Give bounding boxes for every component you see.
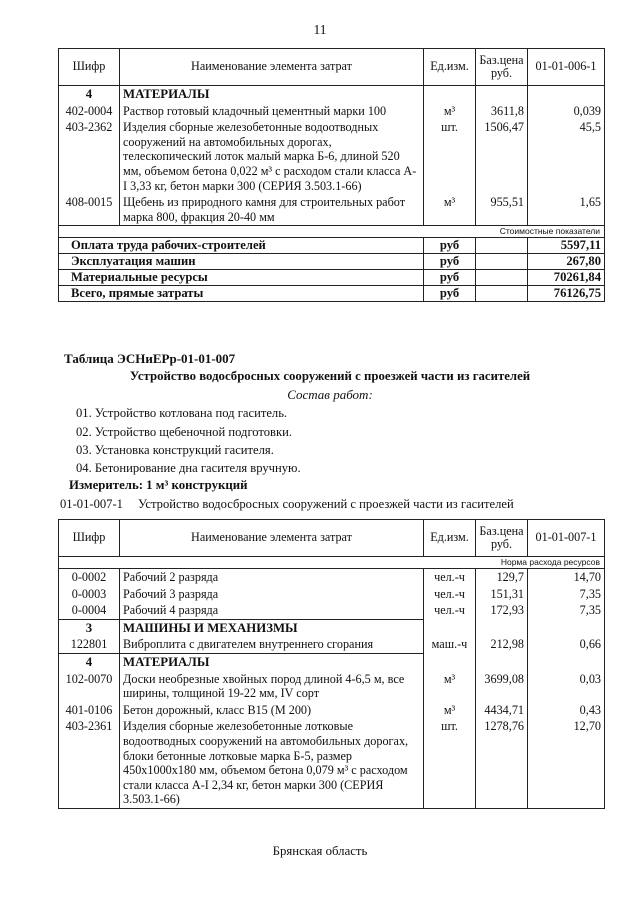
item-name: Устройство водосбросных сооружений с проезжей части из гасителей — [138, 497, 514, 511]
row-value: 14,70 — [528, 569, 605, 586]
row-unit: чел.-ч — [424, 569, 476, 586]
row-unit: м³ — [424, 671, 476, 702]
section-row — [59, 653, 605, 670]
table-row — [59, 586, 605, 603]
header-norm-code: 01-01-007-1 — [528, 520, 605, 557]
band-label: Стоимостные показатели — [59, 226, 605, 238]
total-value: 76126,75 — [528, 286, 605, 302]
header-price: Баз.цена руб. — [476, 520, 528, 557]
total-empty — [476, 270, 528, 286]
row-unit: чел.-ч — [424, 602, 476, 619]
row-unit: м³ — [424, 194, 476, 226]
row-name: Изделия сборные железобетонные водоотводных сооружений на автомобильных дорогах, телескопический лоток малый марка Б-6, длиной 520 мм, объемом бетона 0,022 м³ с расходом стали класса А-I 3,33 кг, бетон марки 300 (СЕРИЯ 3.503.1-66) — [120, 119, 424, 194]
row-name: Рабочий 4 разряда — [120, 602, 424, 619]
row-value: 7,35 — [528, 586, 605, 603]
row-code: 0-0003 — [59, 586, 120, 603]
table-row — [59, 602, 605, 619]
row-price — [476, 86, 528, 103]
work-item: 01. Устройство котлована под гаситель. — [76, 406, 288, 420]
row-price: 4434,71 — [476, 702, 528, 719]
total-row — [59, 238, 605, 254]
table-row — [59, 636, 605, 653]
works-title: Состав работ: — [287, 387, 373, 402]
row-price — [476, 619, 528, 636]
table-row — [59, 194, 605, 226]
row-name: Раствор готовый кладочный цементный марки 100 — [120, 103, 424, 120]
work-item: 03. Установка конструкций гасителя. — [76, 443, 274, 457]
row-value — [528, 619, 605, 636]
row-code: 403-2362 — [59, 119, 120, 194]
total-label: Оплата труда рабочих-строителей — [59, 238, 424, 254]
row-name: Доски необрезные хвойных пород длиной 4-6,5 м, все ширины, толщиной 19-22 мм, IV сорт — [120, 671, 424, 702]
total-row — [59, 270, 605, 286]
page-number: 11 — [313, 22, 327, 37]
section-code: 4 — [59, 653, 120, 670]
total-unit: руб — [424, 286, 476, 302]
row-unit: чел.-ч — [424, 586, 476, 603]
row-code: 102-0070 — [59, 671, 120, 702]
row-code: 0-0004 — [59, 602, 120, 619]
header-name: Наименование элемента затрат — [120, 49, 424, 86]
total-empty — [476, 238, 528, 254]
total-value: 70261,84 — [528, 270, 605, 286]
cost-table-01-01-007 — [58, 519, 605, 809]
table-row — [59, 718, 605, 808]
section-code: 4 — [59, 86, 120, 103]
header-code: Шифр — [59, 49, 120, 86]
total-value: 5597,11 — [528, 238, 605, 254]
total-empty — [476, 286, 528, 302]
section-row — [59, 619, 605, 636]
row-value: 0,66 — [528, 636, 605, 653]
row-unit — [424, 86, 476, 103]
row-unit: м³ — [424, 702, 476, 719]
total-label: Материальные ресурсы — [59, 270, 424, 286]
cost-table-01-01-006 — [58, 48, 605, 302]
row-price — [476, 653, 528, 670]
band-row — [59, 557, 605, 569]
row-name: Щебень из природного камня для строительных работ марка 800, фракция 20-40 мм — [120, 194, 424, 226]
section-name: МАТЕРИАЛЫ — [120, 653, 424, 670]
row-value: 1,65 — [528, 194, 605, 226]
row-price: 212,98 — [476, 636, 528, 653]
row-value: 45,5 — [528, 119, 605, 194]
total-label: Эксплуатация машин — [59, 254, 424, 270]
header-unit: Ед.изм. — [424, 49, 476, 86]
header-unit: Ед.изм. — [424, 520, 476, 557]
row-value — [528, 86, 605, 103]
row-value: 0,03 — [528, 671, 605, 702]
table-header-row — [59, 520, 605, 557]
row-unit: шт. — [424, 718, 476, 808]
row-unit — [424, 619, 476, 636]
row-price: 3611,8 — [476, 103, 528, 120]
total-value: 267,80 — [528, 254, 605, 270]
table-row — [59, 569, 605, 586]
total-unit: руб — [424, 238, 476, 254]
row-value: 0,039 — [528, 103, 605, 120]
table-title: Таблица ЭСНиЕРр-01-01-007 — [64, 351, 236, 366]
header-price: Баз.цена руб. — [476, 49, 528, 86]
header-name: Наименование элемента затрат — [120, 520, 424, 557]
row-code: 408-0015 — [59, 194, 120, 226]
band-row — [59, 226, 605, 238]
row-value — [528, 653, 605, 670]
row-unit — [424, 653, 476, 670]
row-code: 403-2361 — [59, 718, 120, 808]
section-code: 3 — [59, 619, 120, 636]
total-row — [59, 286, 605, 302]
row-code: 402-0004 — [59, 103, 120, 120]
total-unit: руб — [424, 270, 476, 286]
row-code: 122801 — [59, 636, 120, 653]
row-name: Рабочий 2 разряда — [120, 569, 424, 586]
total-unit: руб — [424, 254, 476, 270]
item-code: 01-01-007-1 — [60, 497, 123, 511]
band-label: Норма расхода ресурсов — [59, 557, 605, 569]
work-item: 04. Бетонирование дна гасителя вручную. — [76, 461, 301, 475]
row-price: 955,51 — [476, 194, 528, 226]
row-value: 0,43 — [528, 702, 605, 719]
row-unit: маш.-ч — [424, 636, 476, 653]
section-name: МАТЕРИАЛЫ — [120, 86, 424, 103]
row-name: Изделия сборные железобетонные лотковые водоотводных сооружений на автомобильных дорогах, блоки бетонные лотковые марка Б-5, размер 450х1000х180 мм, объемом бетона 0,079 м³ с расходом стали класса А-I 2,34 кг, бетон марки 300 (СЕРИЯ 3.503.1-66) — [120, 718, 424, 808]
row-value: 12,70 — [528, 718, 605, 808]
total-empty — [476, 254, 528, 270]
total-label: Всего, прямые затраты — [59, 286, 424, 302]
row-price: 151,31 — [476, 586, 528, 603]
table-header-row — [59, 49, 605, 86]
row-price: 129,7 — [476, 569, 528, 586]
work-item: 02. Устройство щебеночной подготовки. — [76, 425, 293, 439]
row-unit: м³ — [424, 103, 476, 120]
table-row — [59, 671, 605, 702]
section-row — [59, 86, 605, 103]
header-norm-code: 01-01-006-1 — [528, 49, 605, 86]
row-name: Виброплита с двигателем внутреннего сгорания — [120, 636, 424, 653]
table-row — [59, 702, 605, 719]
row-price: 3699,08 — [476, 671, 528, 702]
footer-region: Брянская область — [272, 844, 368, 858]
row-price: 1278,76 — [476, 718, 528, 808]
row-price: 172,93 — [476, 602, 528, 619]
section-name: МАШИНЫ И МЕХАНИЗМЫ — [120, 619, 424, 636]
row-name: Бетон дорожный, класс В15 (М 200) — [120, 702, 424, 719]
row-name: Рабочий 3 разряда — [120, 586, 424, 603]
table-row — [59, 119, 605, 194]
row-code: 401-0106 — [59, 702, 120, 719]
table-row — [59, 103, 605, 120]
row-unit: шт. — [424, 119, 476, 194]
meter: Измеритель: 1 м³ конструкций — [69, 478, 248, 492]
section-heading: Устройство водосбросных сооружений с проезжей части из гасителей — [129, 369, 531, 383]
row-price: 1506,47 — [476, 119, 528, 194]
header-code: Шифр — [59, 520, 120, 557]
row-code: 0-0002 — [59, 569, 120, 586]
total-row — [59, 254, 605, 270]
row-value: 7,35 — [528, 602, 605, 619]
